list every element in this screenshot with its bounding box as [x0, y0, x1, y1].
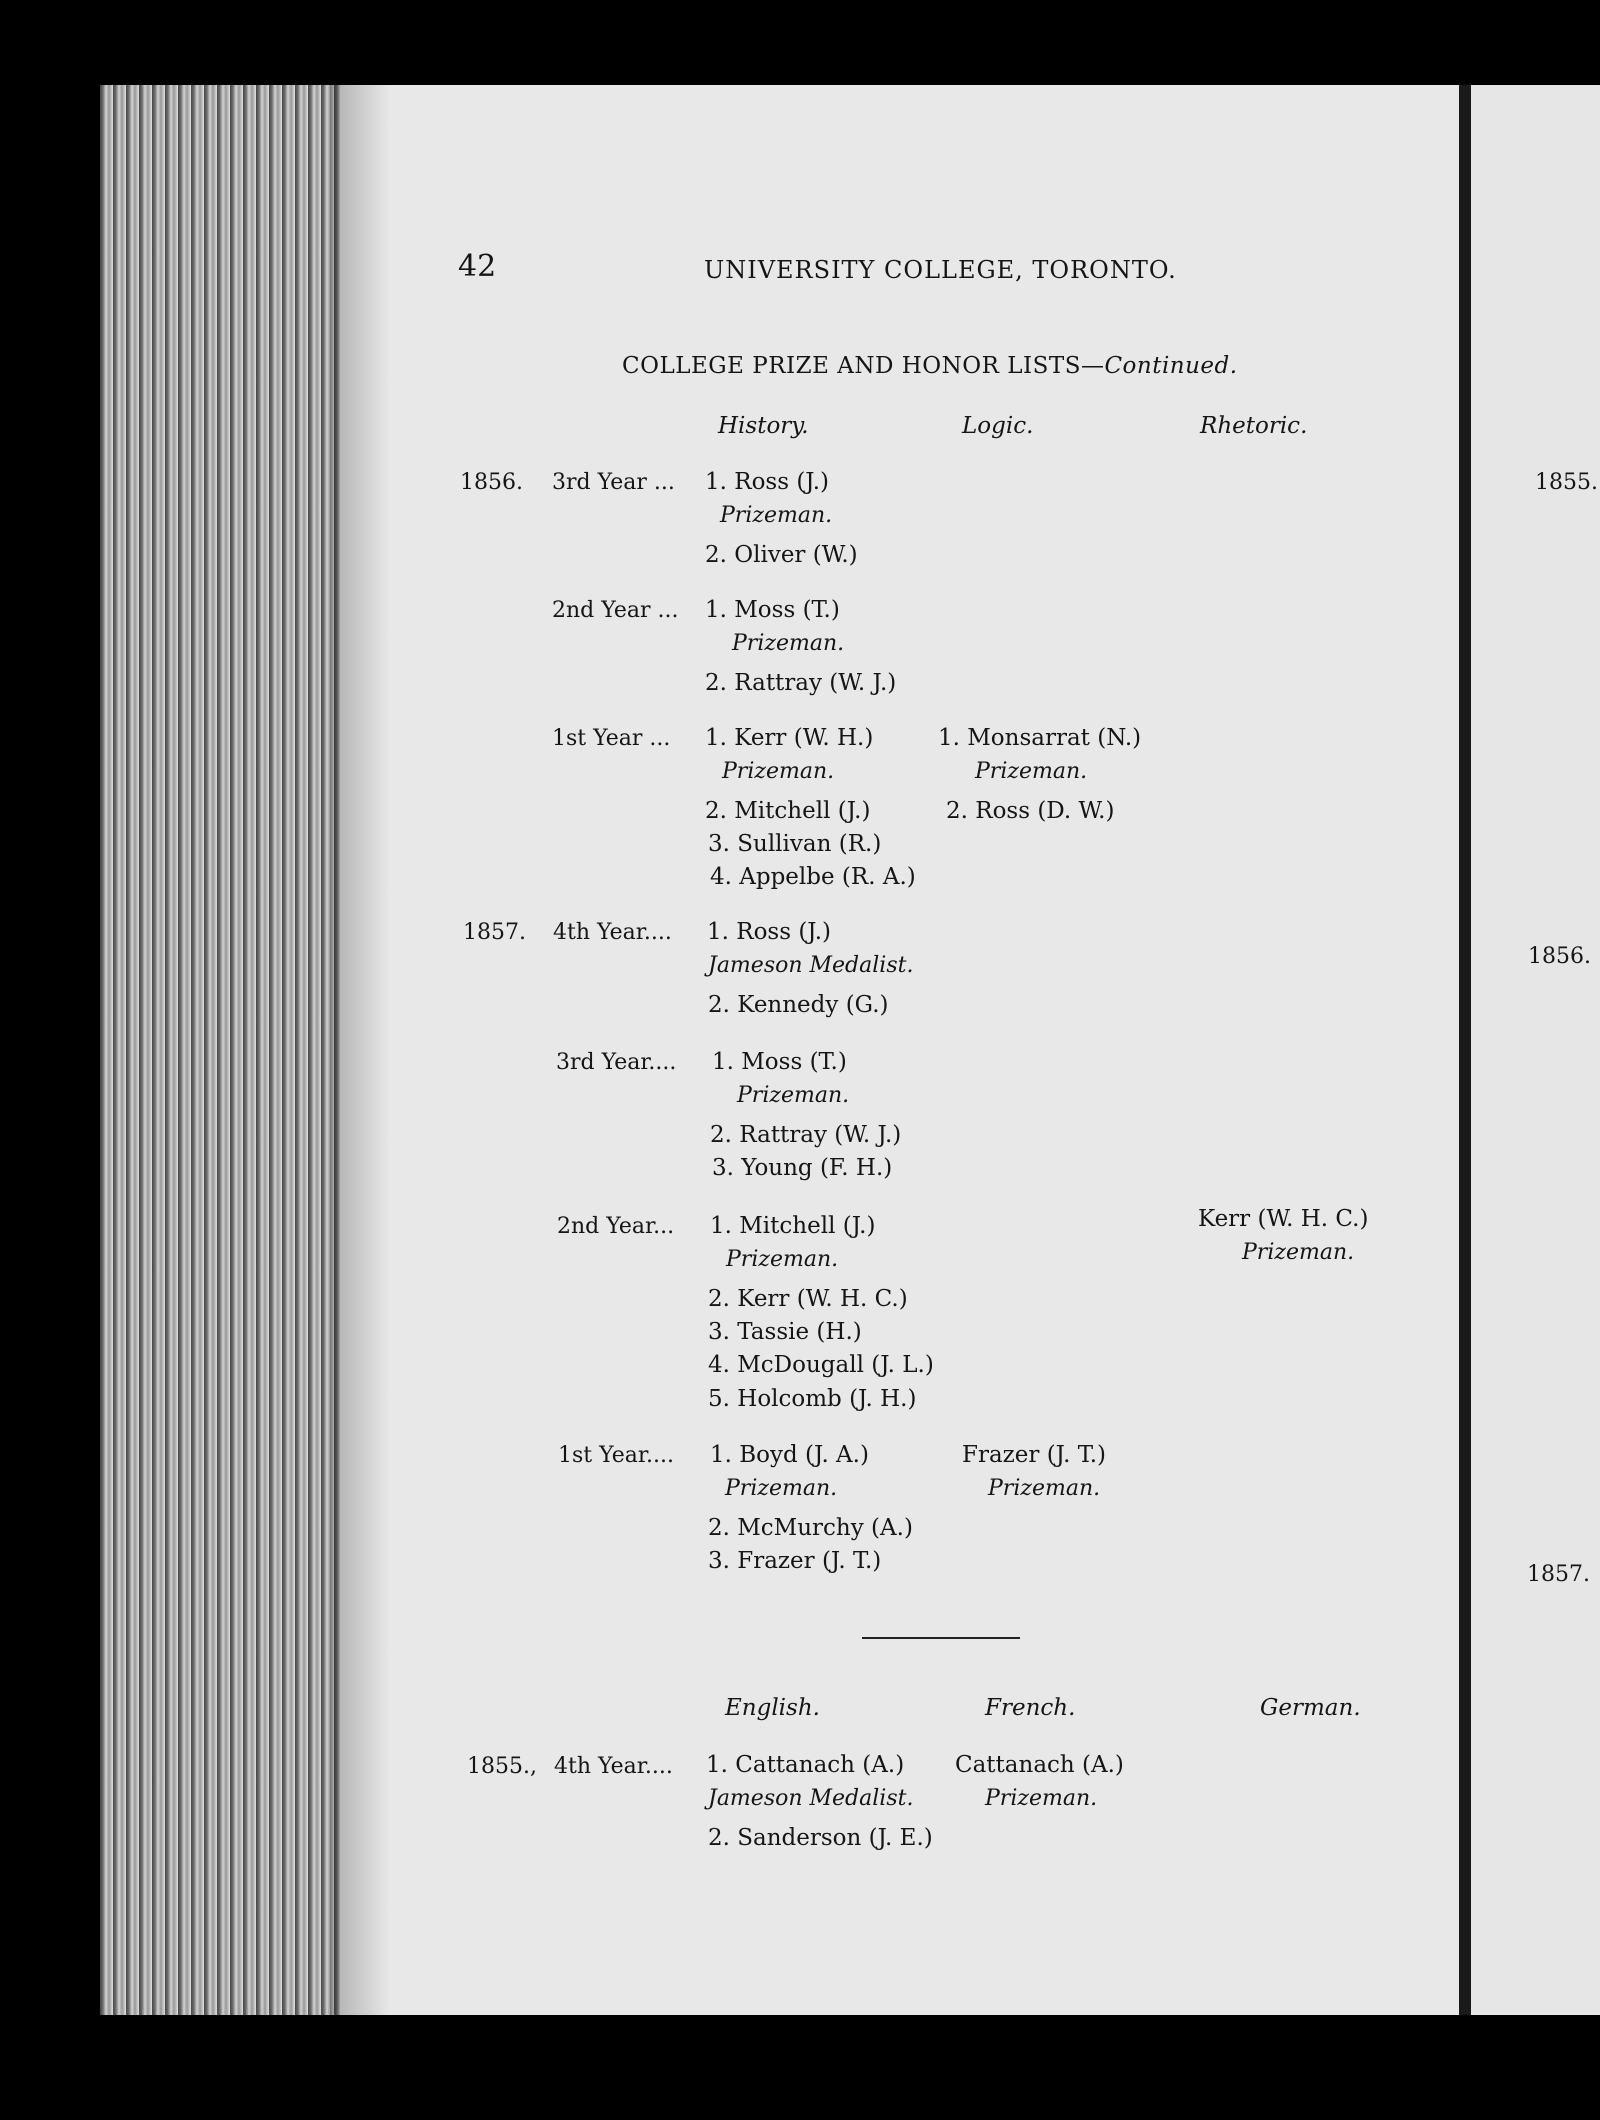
- column-heading-history: History.: [718, 413, 809, 439]
- history-entry-note: Prizeman.: [722, 759, 835, 784]
- list-title-suffix: Continued.: [1104, 353, 1238, 379]
- history-entry: 1. Ross (J.): [707, 919, 832, 945]
- history-entry: 2. Rattray (W. J.): [705, 670, 897, 696]
- gutter-shadow: [330, 85, 390, 2015]
- list-title: [622, 355, 1238, 378]
- column-heading-rhetoric: Rhetoric.: [1200, 413, 1308, 439]
- history-entry: 4. McDougall (J. L.): [708, 1352, 934, 1378]
- logic-entry: Frazer (J. T.): [962, 1442, 1106, 1468]
- year-label: 1855.,: [467, 1754, 537, 1779]
- french-entry-note: Prizeman.: [985, 1786, 1098, 1811]
- class-label: 1st Year....: [558, 1443, 674, 1468]
- adjacent-page-year: 1857.: [1527, 1562, 1590, 1587]
- history-entry-note: Prizeman.: [725, 1476, 838, 1501]
- history-entry: 2. Mitchell (J.): [705, 798, 871, 824]
- history-entry: 2. Rattray (W. J.): [710, 1122, 902, 1148]
- history-entry: 3. Sullivan (R.): [708, 831, 882, 857]
- class-label: 2nd Year...: [557, 1214, 675, 1239]
- history-entry-note: Prizeman.: [737, 1083, 850, 1108]
- history-entry-note: Prizeman.: [720, 503, 833, 528]
- rhetoric-entry-note: Prizeman.: [1242, 1240, 1355, 1265]
- history-entry: 3. Frazer (J. T.): [708, 1548, 882, 1574]
- column-heading-german: German.: [1260, 1695, 1361, 1721]
- history-entry: 2. Kerr (W. H. C.): [708, 1286, 908, 1312]
- history-entry: 1. Moss (T.): [705, 597, 840, 623]
- page-edges: [100, 85, 340, 2015]
- page-number: 42: [458, 249, 497, 284]
- class-label: 1st Year ...: [552, 726, 671, 751]
- year-label: 1857.: [463, 920, 526, 945]
- history-entry: 1. Mitchell (J.): [710, 1213, 876, 1239]
- french-entry: Cattanach (A.): [955, 1752, 1124, 1778]
- class-label: 4th Year....: [554, 1754, 673, 1779]
- class-label: 2nd Year ...: [552, 598, 679, 623]
- adjacent-page: [1471, 85, 1600, 2015]
- rhetoric-entry: Kerr (W. H. C.): [1198, 1206, 1369, 1232]
- running-title: UNIVERSITY COLLEGE, TORONTO.: [704, 256, 1177, 284]
- history-entry-note: Prizeman.: [732, 631, 845, 656]
- class-label: 4th Year....: [553, 920, 672, 945]
- column-heading-english: English.: [725, 1695, 820, 1721]
- history-entry: 3. Tassie (H.): [708, 1319, 862, 1345]
- logic-entry-note: Prizeman.: [975, 759, 1088, 784]
- year-label: 1856.: [460, 470, 523, 495]
- book-spine: [1459, 85, 1471, 2015]
- column-heading-french: French.: [985, 1695, 1076, 1721]
- list-title-text: COLLEGE PRIZE AND HONOR LISTS—: [622, 353, 1105, 379]
- class-label: 3rd Year ...: [552, 470, 675, 495]
- adjacent-page-year: 1855.: [1535, 470, 1598, 495]
- english-entry: 1. Cattanach (A.): [706, 1752, 905, 1778]
- logic-entry-note: Prizeman.: [988, 1476, 1101, 1501]
- history-entry: 3. Young (F. H.): [712, 1155, 893, 1181]
- history-entry: 1. Ross (J.): [705, 469, 830, 495]
- history-entry: 1. Boyd (J. A.): [710, 1442, 869, 1468]
- logic-entry: 2. Ross (D. W.): [946, 798, 1115, 824]
- history-entry-note: Jameson Medalist.: [708, 953, 914, 978]
- history-entry: 4. Appelbe (R. A.): [710, 864, 916, 890]
- logic-entry: 1. Monsarrat (N.): [938, 725, 1142, 751]
- history-entry-note: Prizeman.: [726, 1247, 839, 1272]
- adjacent-page-year: 1856.: [1528, 944, 1591, 969]
- history-entry: 1. Kerr (W. H.): [705, 725, 874, 751]
- column-heading-logic: Logic.: [962, 413, 1034, 439]
- history-entry: 2. Kennedy (G.): [708, 992, 889, 1018]
- history-entry: 1. Moss (T.): [712, 1049, 847, 1075]
- history-entry: 2. Oliver (W.): [705, 542, 858, 568]
- section-divider: [862, 1637, 1020, 1639]
- class-label: 3rd Year....: [556, 1050, 677, 1075]
- english-entry-note: Jameson Medalist.: [708, 1786, 914, 1811]
- english-entry: 2. Sanderson (J. E.): [708, 1825, 933, 1851]
- history-entry: 2. McMurchy (A.): [708, 1515, 913, 1541]
- history-entry: 5. Holcomb (J. H.): [708, 1386, 917, 1412]
